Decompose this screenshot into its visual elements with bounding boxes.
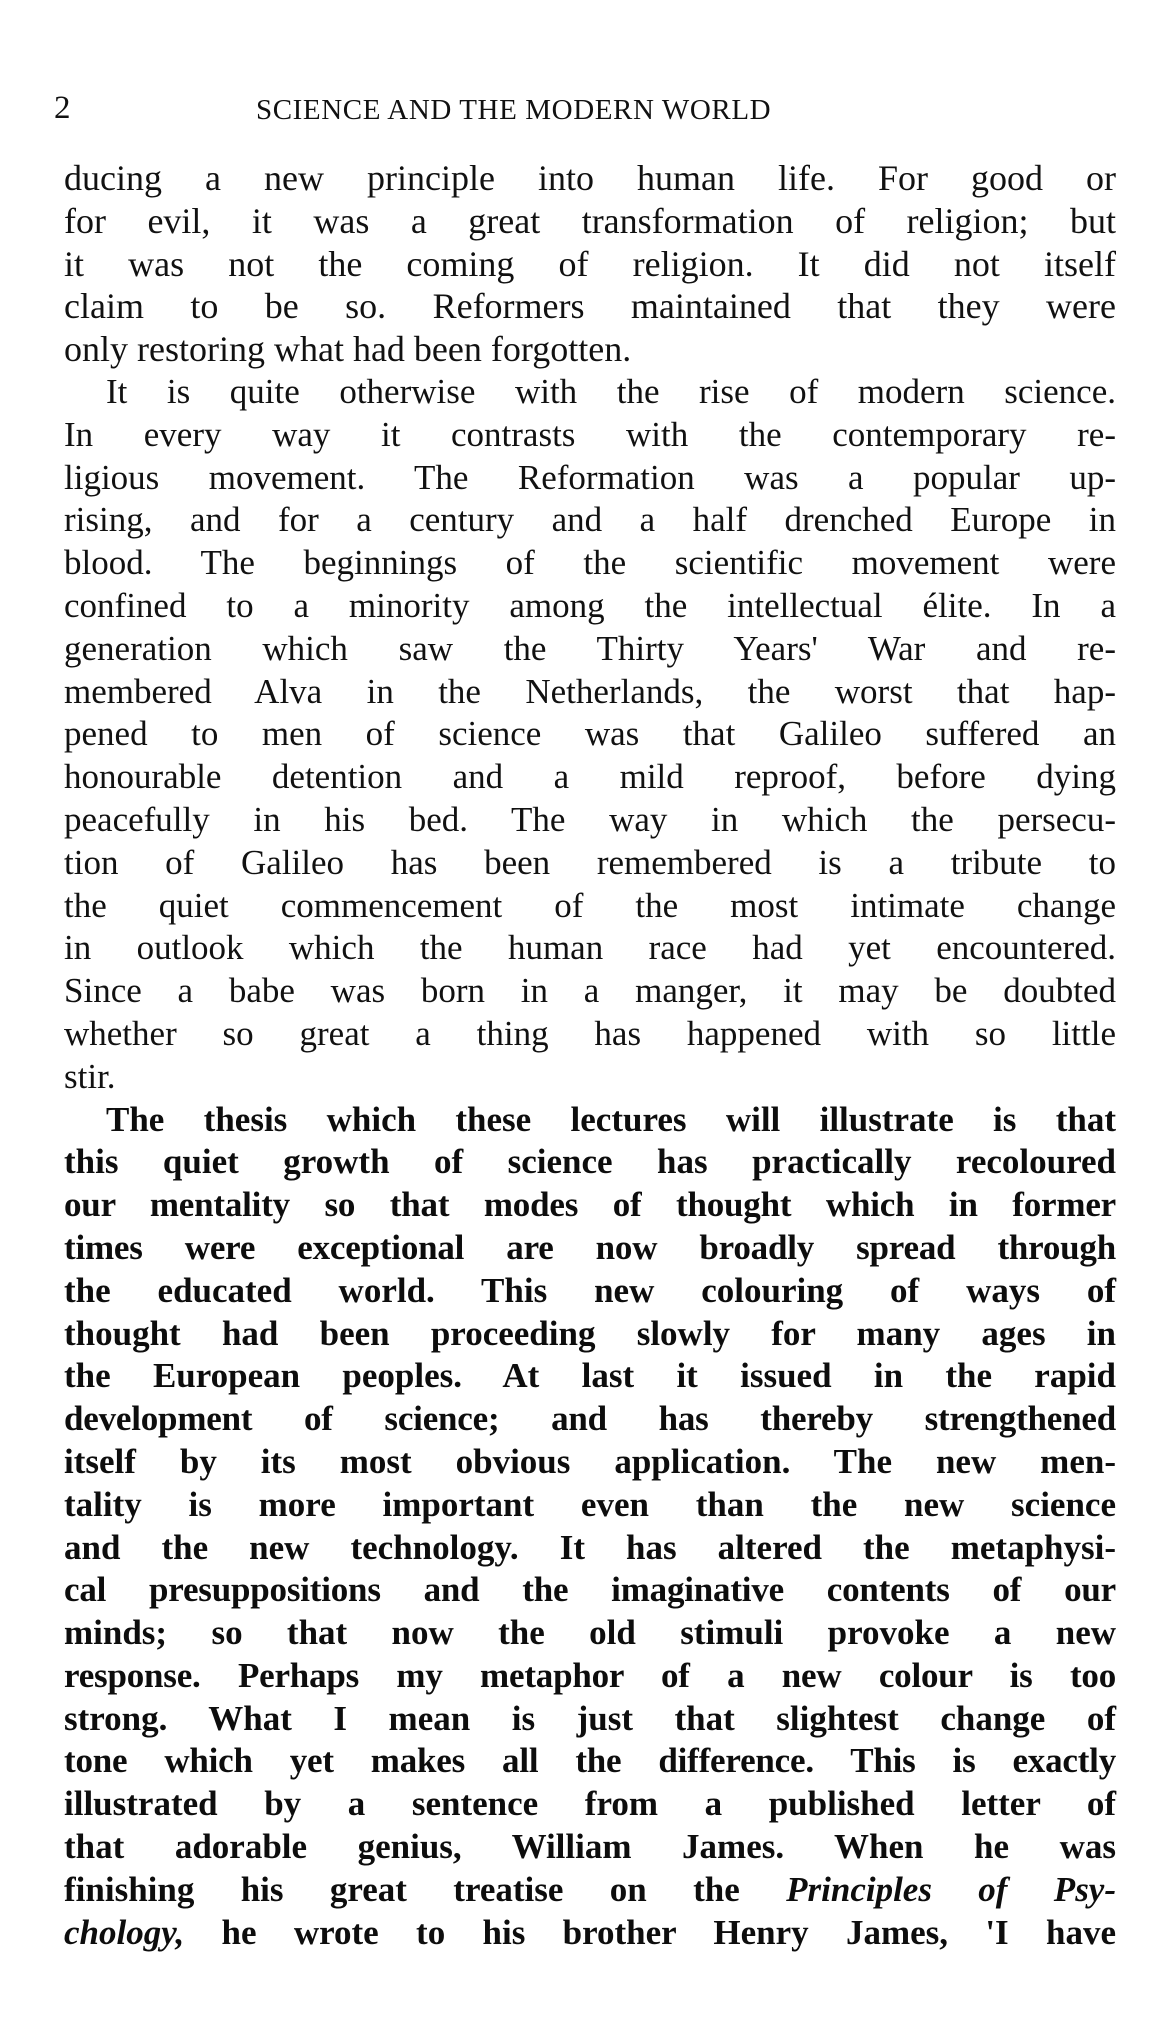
text-line <box>64 1869 1116 1912</box>
text-line: ducing a new principle into human life. For good or <box>64 158 1116 198</box>
text-segment: finishing his great treatise on the <box>64 1869 740 1909</box>
page-number: 2 <box>54 90 71 126</box>
text-line: development of science; and has thereby strengthened <box>64 1399 1116 1439</box>
text-line: that adorable genius, William James. When he was <box>64 1827 1116 1867</box>
text-line <box>64 1912 1116 1955</box>
text-line: stir. <box>64 1056 116 1096</box>
body-text <box>64 157 1116 1954</box>
paragraph-2 <box>64 371 1116 1099</box>
italic-title: Principles of Psy- <box>786 1869 1117 1909</box>
text-line: for evil, it was a great transformation of religion; but <box>64 200 1116 241</box>
text-line: thought had been proceeding slowly for many ages in <box>64 1313 1116 1353</box>
text-line: the European peoples. At last it issued in the rapid <box>64 1356 1116 1396</box>
text-line: cal presuppositions and the imaginative contents of our <box>64 1570 1116 1610</box>
text-line: claim to be so. Reformers maintained that they were <box>64 286 1116 327</box>
text-line: it was not the coming of religion. It did not itself <box>64 243 1116 284</box>
text-line: this quiet growth of science has practically recoloured <box>64 1142 1116 1182</box>
text-line: whether so great a thing has happened with so little <box>64 1013 1116 1053</box>
text-line: pened to men of science was that Galileo suffered an <box>64 714 1116 754</box>
text-line: membered Alva in the Netherlands, the worst that hap- <box>64 671 1116 711</box>
running-title: SCIENCE AND THE MODERN WORLD <box>256 94 772 126</box>
text-line: honourable detention and a mild reproof, before dying <box>64 757 1116 797</box>
text-line: illustrated by a sentence from a published letter of <box>64 1784 1116 1824</box>
text-line: the educated world. This new colouring of ways of <box>64 1270 1116 1310</box>
text-line: only restoring what had been forgotten. <box>64 329 632 370</box>
text-line: generation which saw the Thirty Years' War and re- <box>64 628 1116 668</box>
text-line: strong. What I mean is just that slightest change of <box>64 1698 1116 1738</box>
italic-title: chology, <box>64 1912 185 1952</box>
text-line: It is quite otherwise with the rise of modern science. <box>106 371 1116 411</box>
text-line: confined to a minority among the intellectual élite. In a <box>64 585 1116 625</box>
text-line: times were exceptional are now broadly spread through <box>64 1227 1116 1267</box>
text-line: Since a babe was born in a manger, it may be doubted <box>64 971 1116 1011</box>
text-line: tality is more important even than the new science <box>64 1484 1116 1524</box>
text-line: peacefully in his bed. The way in which the persecu- <box>64 799 1116 839</box>
text-line: in outlook which the human race had yet encountered. <box>64 928 1116 968</box>
text-line: itself by its most obvious application. The new men- <box>64 1441 1116 1481</box>
text-line: tone which yet makes all the difference. This is exactly <box>64 1741 1116 1781</box>
text-line: our mentality so that modes of thought which in former <box>64 1185 1116 1225</box>
text-segment: he wrote to his brother Henry James, 'I have <box>184 1912 1116 1952</box>
text-line: The thesis which these lectures will illustrate is that <box>106 1099 1116 1139</box>
text-line: In every way it contrasts with the contemporary re- <box>64 414 1116 454</box>
text-line: blood. The beginnings of the scientific movement were <box>64 543 1116 583</box>
paragraph-1 <box>64 157 1116 371</box>
text-line: tion of Galileo has been remembered is a tribute to <box>64 842 1116 882</box>
text-line: the quiet commencement of the most intimate change <box>64 885 1116 925</box>
text-line: minds; so that now the old stimuli provoke a new <box>64 1613 1116 1653</box>
text-line: and the new technology. It has altered the metaphysi- <box>64 1527 1116 1567</box>
paragraph-3 <box>64 1099 1116 1955</box>
text-line: rising, and for a century and a half drenched Europe in <box>64 500 1116 540</box>
text-line: ligious movement. The Reformation was a popular up- <box>64 457 1116 497</box>
text-line: response. Perhaps my metaphor of a new colour is too <box>64 1655 1116 1695</box>
